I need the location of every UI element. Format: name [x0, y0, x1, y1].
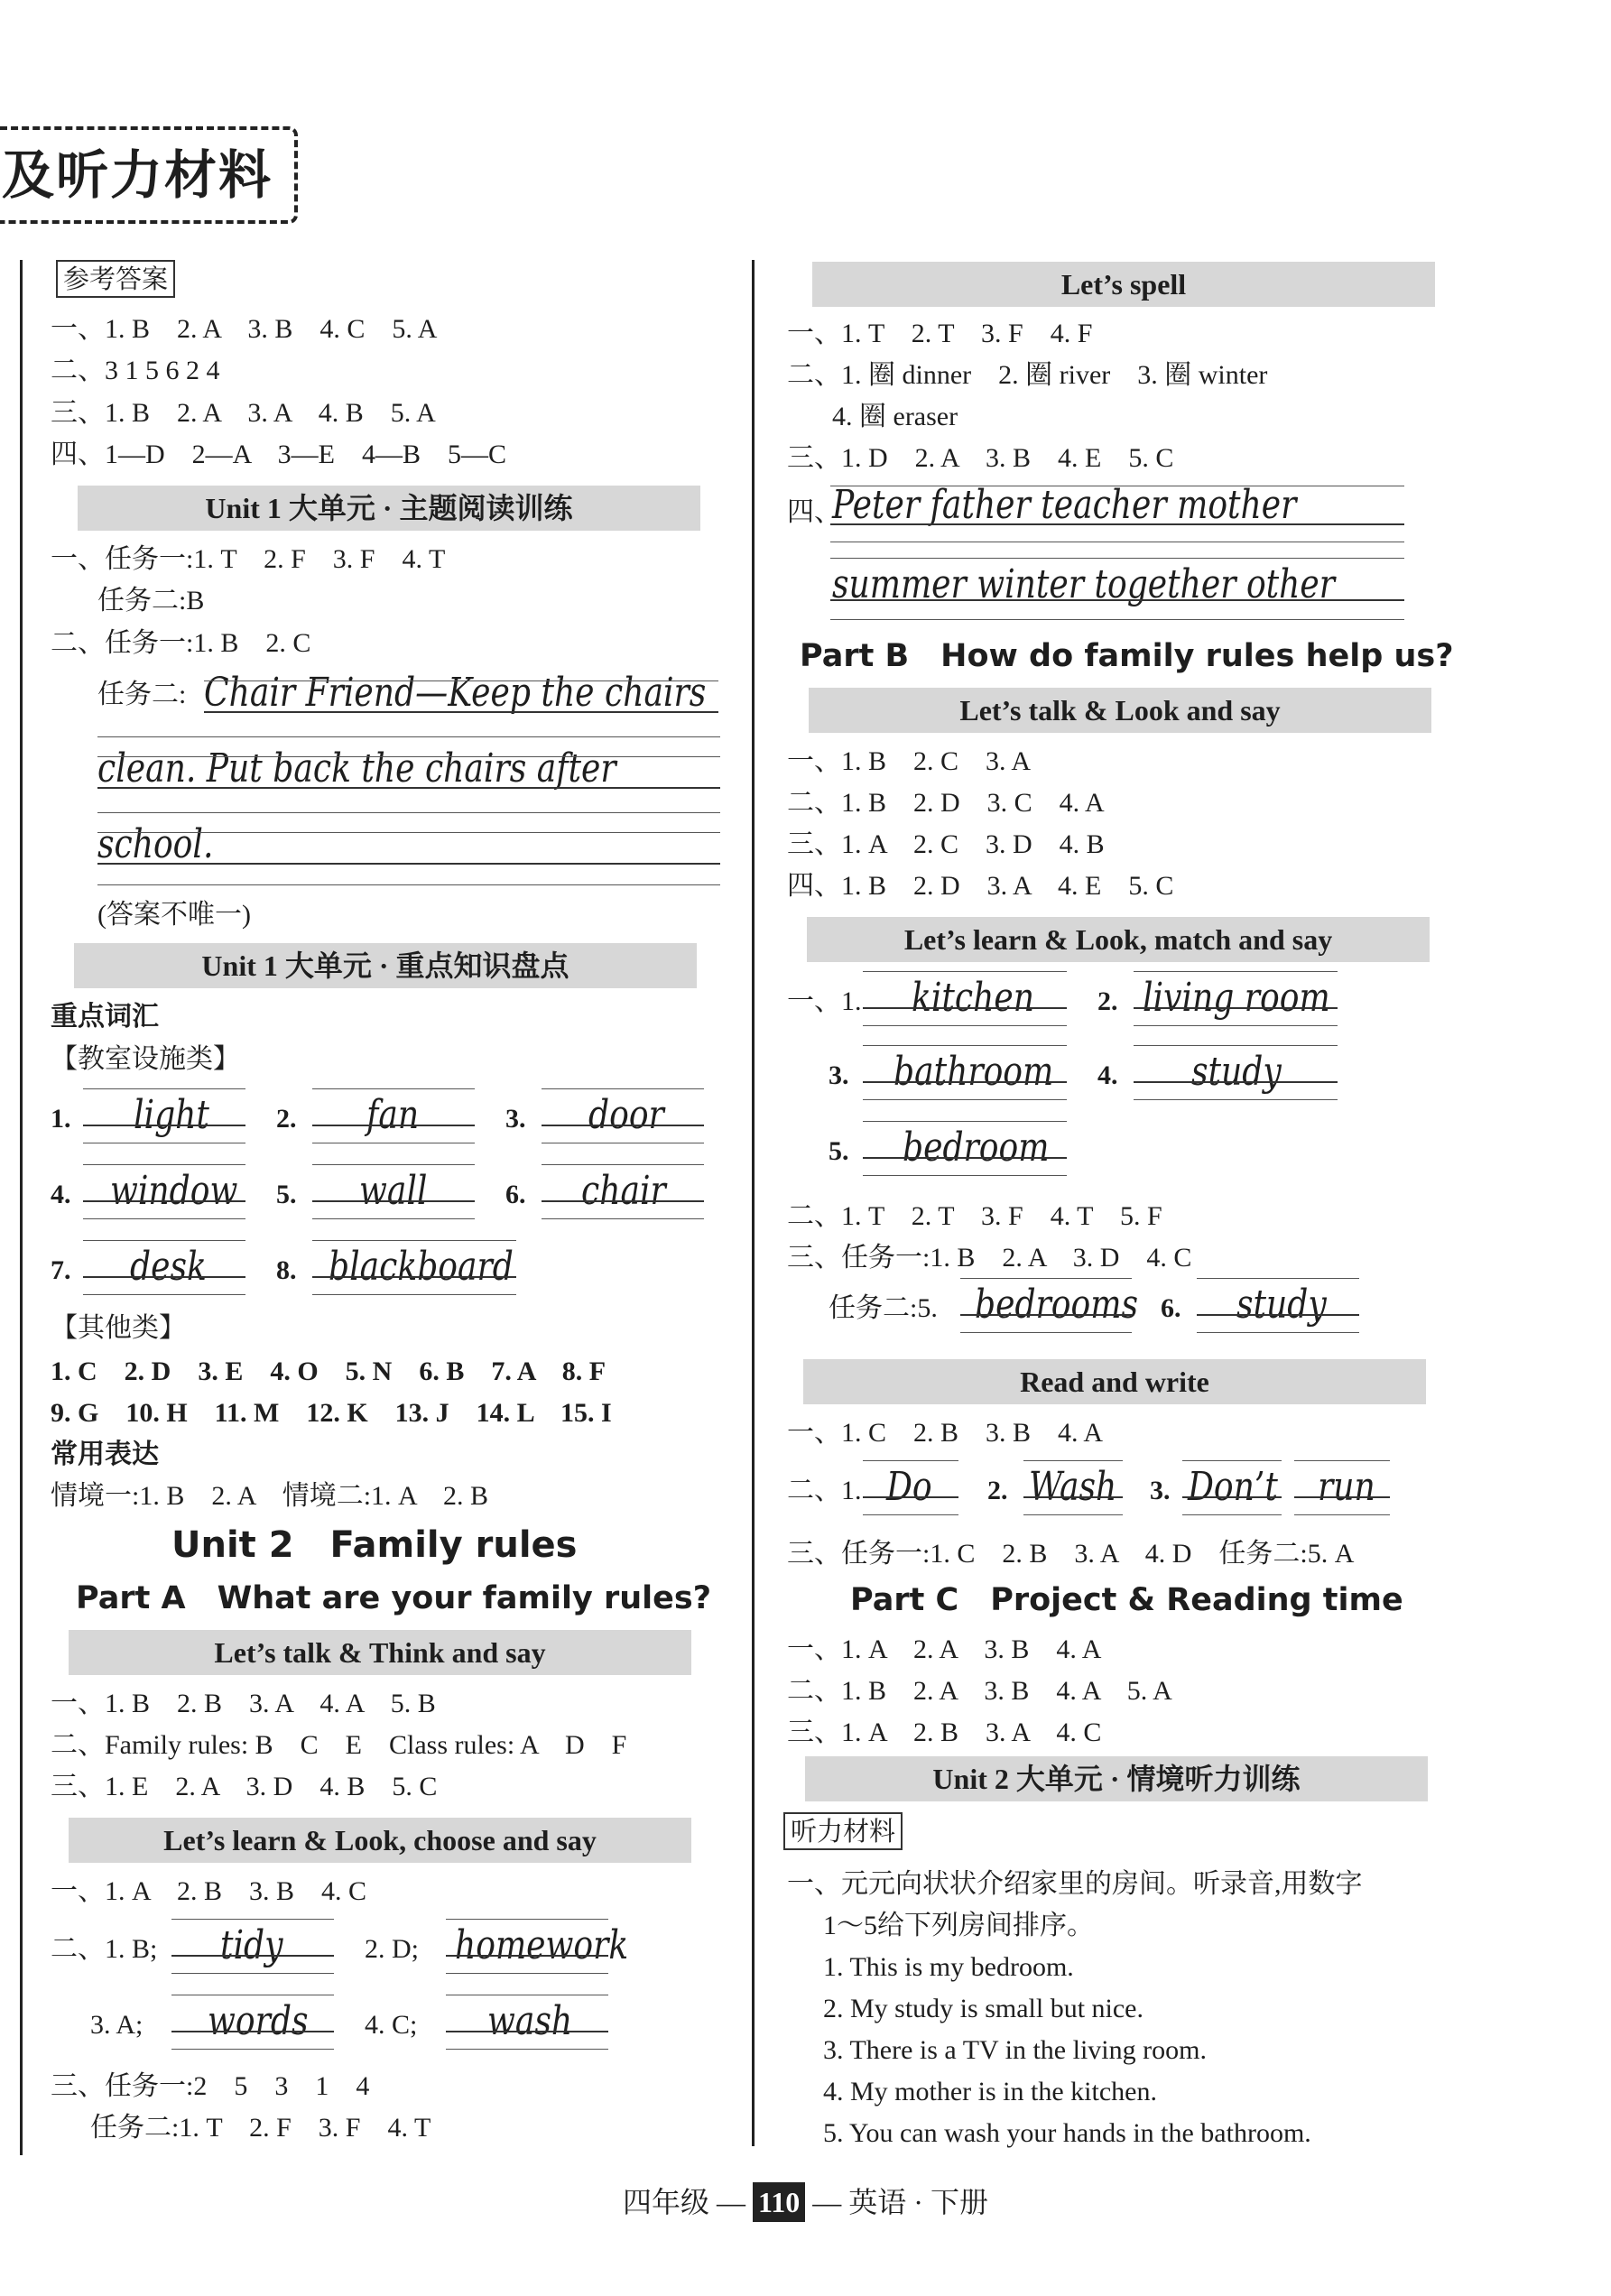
ruled-line	[312, 1294, 516, 1295]
handwritten-answer: Do	[886, 1464, 932, 1510]
ruled-line	[1294, 1514, 1390, 1515]
ruled-line	[83, 1240, 245, 1241]
ruled-line	[542, 1125, 704, 1126]
material-line: 5. You can wash your hands in the bathroom.	[823, 2118, 1311, 2148]
ruled-line	[97, 884, 720, 885]
ruled-line	[97, 832, 720, 833]
answer-line: 二、任务一:1. B 2. C	[51, 628, 311, 658]
material-line: 1～5给下列房间排序。	[823, 1911, 1094, 1940]
handwritten-answer: Wash	[1029, 1464, 1117, 1510]
vocab-number: 2.	[1097, 986, 1118, 1016]
ruled-line	[1023, 1514, 1123, 1515]
handwritten-answer: words	[208, 1998, 309, 2044]
answer-line: 3.	[1150, 1476, 1171, 1505]
ruled-line	[1294, 1460, 1390, 1461]
ruled-line	[542, 1200, 704, 1202]
answer-line: 一、1. B 2. B 3. A 4. A 5. B	[51, 1689, 436, 1718]
ruled-line	[863, 1025, 1067, 1026]
section-band: Unit 2 大单元 · 情境听力训练	[805, 1756, 1428, 1801]
answer-line: 二、1. B;	[51, 1934, 158, 1964]
ruled-line	[863, 1157, 1067, 1159]
answer-line: 一、1. T 2. T 3. F 4. F	[787, 319, 1093, 348]
ruled-line	[830, 523, 1404, 525]
handwritten-answer: homework	[455, 1922, 629, 1968]
handwritten-answer: summer winter together other	[832, 561, 1336, 607]
handwritten-answer: desk	[130, 1244, 207, 1290]
section-band: Unit 1 大单元 · 重点知识盘点	[74, 943, 697, 988]
handwritten-answer: study	[1191, 1049, 1282, 1095]
section-band: Read and write	[803, 1359, 1426, 1404]
listening-label: 听力材料	[783, 1812, 903, 1850]
material-line: 2. My study is small but nice.	[823, 1994, 1143, 2023]
ruled-line	[863, 971, 1067, 972]
category-label: 【其他类】	[51, 1313, 186, 1343]
handwritten-answer: clean. Put back the chairs after	[97, 745, 616, 792]
ruled-line	[960, 1278, 1132, 1279]
answer-line: 任务二:B	[97, 586, 205, 616]
ruled-line	[863, 1007, 1067, 1009]
part-title: Part C Project & Reading time	[850, 1582, 1403, 1618]
answer-line: 四、1—D 2—A 3—E 4—B 5—C	[51, 440, 507, 469]
handwritten-answer: run	[1318, 1464, 1375, 1510]
answer-line: 三、任务一:1. B 2. A 3. D 4. C	[787, 1243, 1192, 1273]
answer-line: 三、任务一:2 5 3 1 4	[51, 2071, 370, 2101]
section-band: Let’s spell	[812, 262, 1435, 307]
ruled-line	[960, 1332, 1132, 1333]
ruled-line	[446, 2031, 608, 2032]
ruled-line	[830, 599, 1404, 601]
left-border	[20, 260, 23, 2155]
answer-line: 三、1. E 2. A 3. D 4. B 5. C	[51, 1772, 438, 1801]
part-title: Part A What are your family rules?	[76, 1580, 712, 1616]
answer-line: 四、	[787, 497, 841, 527]
handwritten-answer: window	[110, 1168, 238, 1214]
vocab-number: 6.	[505, 1180, 526, 1209]
ruled-line	[542, 1218, 704, 1219]
ruled-line	[171, 1919, 334, 1920]
ruled-line	[863, 1175, 1067, 1176]
handwritten-answer: chair	[581, 1168, 666, 1214]
ruled-line	[1197, 1332, 1359, 1333]
ruled-line	[1182, 1460, 1282, 1461]
ruled-line	[1134, 1045, 1338, 1046]
vocab-number: 3.	[829, 1060, 849, 1090]
answer-line: 一、任务一:1. T 2. F 3. F 4. T	[51, 544, 446, 574]
vocab-number: 1.	[51, 1104, 71, 1134]
answer-line: 二、1. T 2. T 3. F 4. T 5. F	[787, 1201, 1162, 1231]
ruled-line	[446, 1955, 608, 1957]
ruled-line	[312, 1218, 475, 1219]
ruled-line	[171, 2031, 334, 2032]
ruled-line	[1182, 1496, 1282, 1498]
answer-line: 二、3 1 5 6 2 4	[51, 356, 220, 385]
ruled-line	[171, 2049, 334, 2050]
ruled-line	[97, 736, 720, 737]
answer-line: 1. C 2. D 3. E 4. O 5. N 6. B 7. A 8. F	[51, 1356, 606, 1386]
answer-line: 情境一:1. B 2. A 情境二:1. A 2. B	[51, 1481, 489, 1511]
handwritten-answer: bathroom	[893, 1049, 1054, 1095]
vocab-number: 5.	[829, 1136, 849, 1166]
ruled-line	[83, 1200, 245, 1202]
category-label: 【教室设施类】	[51, 1044, 240, 1074]
footer-grade: 四年级	[623, 2186, 710, 2218]
handwritten-answer: door	[588, 1092, 664, 1138]
ruled-line	[1023, 1496, 1123, 1498]
ruled-line	[204, 711, 718, 713]
vocab-number: 4.	[51, 1180, 71, 1209]
answer-line: 二、1. B 2. A 3. B 4. A 5. A	[787, 1676, 1172, 1706]
section-title: 及听力材料	[0, 126, 298, 224]
ruled-line	[960, 1314, 1132, 1316]
answer-line: 一、1. B 2. A 3. B 4. C 5. A	[51, 314, 438, 344]
handwritten-answer: study	[1236, 1282, 1327, 1328]
ruled-line	[542, 1088, 704, 1089]
ruled-line	[204, 680, 718, 681]
vocab-number: 7.	[51, 1255, 71, 1285]
ruled-line	[446, 2049, 608, 2050]
ruled-line	[542, 1164, 704, 1165]
ruled-line	[312, 1200, 475, 1202]
ruled-line	[863, 1081, 1067, 1083]
handwritten-answer: Don’t	[1188, 1464, 1278, 1510]
section-band: Let’s talk & Look and say	[809, 688, 1431, 733]
answer-line: 任务二:	[97, 680, 187, 709]
ruled-line	[171, 1955, 334, 1957]
vocab-number: 4.	[1097, 1060, 1118, 1090]
ruled-line	[863, 1099, 1067, 1100]
handwritten-answer: wash	[487, 1998, 573, 2044]
ruled-line	[1197, 1314, 1359, 1316]
answer-line: 三、任务一:1. C 2. B 3. A 4. D 任务二:5. A	[787, 1539, 1355, 1569]
subheading: 常用表达	[51, 1439, 159, 1470]
ruled-line	[97, 787, 720, 789]
ruled-line	[1023, 1460, 1123, 1461]
page-footer	[0, 2182, 1611, 2222]
answer-line: 三、1. D 2. A 3. B 4. E 5. C	[787, 443, 1174, 473]
answer-line: 三、1. B 2. A 3. A 4. B 5. A	[51, 398, 436, 428]
section-band: Let’s talk & Think and say	[69, 1630, 691, 1675]
handwritten-answer: Chair Friend—Keep the chairs	[204, 670, 707, 716]
ruled-line	[863, 1460, 958, 1461]
ruled-line	[1134, 1081, 1338, 1083]
handwritten-answer: Peter father teacher mother	[832, 482, 1297, 528]
ruled-line	[863, 1121, 1067, 1122]
handwritten-answer: kitchen	[912, 975, 1034, 1021]
section-band: Let’s learn & Look, choose and say	[69, 1818, 691, 1863]
ruled-line	[83, 1088, 245, 1089]
answer-line: 三、1. A 2. B 3. A 4. C	[787, 1717, 1102, 1747]
material-line: 4. My mother is in the kitchen.	[823, 2077, 1157, 2106]
ruled-line	[1134, 971, 1338, 972]
column-divider	[752, 260, 755, 2146]
answer-line: 3. A;	[90, 2010, 144, 2040]
answer-line: 一、1. C 2. B 3. B 4. A	[787, 1418, 1104, 1448]
material-line: 一、元元向状状介绍家里的房间。听录音,用数字	[787, 1869, 1363, 1899]
handwritten-answer: fan	[366, 1092, 420, 1138]
answer-line: 9. G 10. H 11. M 12. K 13. J 14. L 15. I	[51, 1398, 612, 1428]
unit-title: Unit 2 Family rules	[171, 1524, 578, 1566]
answer-line: 一、1. A 2. B 3. B 4. C	[51, 1876, 367, 1906]
ruled-line	[1134, 1025, 1338, 1026]
material-line: 1. This is my bedroom.	[823, 1952, 1074, 1982]
ruled-line	[863, 1496, 958, 1498]
note: (答案不唯一)	[97, 900, 251, 930]
footer-subject: 英语 · 下册	[848, 2186, 988, 2218]
ruled-line	[446, 1919, 608, 1920]
answer-line: 三、1. A 2. C 3. D 4. B	[787, 829, 1105, 859]
ruled-line	[1134, 1007, 1338, 1009]
handwritten-answer: living room	[1143, 975, 1330, 1021]
ruled-line	[863, 1045, 1067, 1046]
ruled-line	[312, 1088, 475, 1089]
answer-line: 2.	[987, 1476, 1008, 1505]
section-band: Unit 1 大单元 · 主题阅读训练	[78, 486, 700, 531]
footer-dash: —	[812, 2186, 849, 2218]
ruled-line	[830, 619, 1404, 620]
answer-line: 2. D;	[365, 1934, 419, 1964]
ruled-line	[97, 756, 720, 757]
answer-line: 任务二:5.	[829, 1293, 938, 1323]
answer-line: 二、1. 圈 dinner 2. 圈 river 3. 圈 winter	[787, 360, 1268, 390]
answer-line: 二、1. B 2. D 3. C 4. A	[787, 788, 1105, 818]
ruled-line	[312, 1240, 516, 1241]
ruled-line	[83, 1125, 245, 1126]
answer-line: 一、1. A 2. A 3. B 4. A	[787, 1634, 1102, 1664]
ruled-line	[83, 1164, 245, 1165]
answer-line: 4. C;	[365, 2010, 418, 2040]
ruled-line	[312, 1276, 516, 1278]
ruled-line	[312, 1125, 475, 1126]
handwritten-answer: wall	[359, 1168, 428, 1214]
ruled-line	[97, 863, 720, 865]
part-title: Part B How do family rules help us?	[800, 638, 1454, 674]
ruled-line	[97, 812, 720, 813]
vocab-number: 2.	[276, 1104, 297, 1134]
ruled-line	[863, 1514, 958, 1515]
vocab-number: 3.	[505, 1104, 526, 1134]
handwritten-answer: light	[134, 1092, 209, 1138]
vocab-number: 一、1.	[787, 986, 862, 1016]
vocab-number: 5.	[276, 1180, 297, 1209]
answer-line: 任务二:1. T 2. F 3. F 4. T	[90, 2113, 431, 2143]
ruled-line	[83, 1294, 245, 1295]
handwritten-answer: tidy	[220, 1922, 283, 1968]
ruled-line	[83, 1218, 245, 1219]
ruled-line	[1294, 1496, 1390, 1498]
footer-dash: —	[717, 2186, 754, 2218]
answer-line: 二、1.	[787, 1476, 862, 1505]
section-band: Let’s learn & Look, match and say	[807, 917, 1430, 962]
ruled-line	[83, 1276, 245, 1278]
ruled-line	[1197, 1278, 1359, 1279]
handwritten-answer: bedrooms	[975, 1282, 1138, 1328]
subheading: 重点词汇	[51, 1001, 159, 1032]
ruled-line	[171, 1973, 334, 1974]
ruled-line	[312, 1164, 475, 1165]
answer-line: 6.	[1161, 1293, 1181, 1323]
ruled-line	[1134, 1099, 1338, 1100]
ruled-line	[446, 1973, 608, 1974]
material-line: 3. There is a TV in the living room.	[823, 2035, 1207, 2065]
answer-line: 一、1. B 2. C 3. A	[787, 746, 1032, 776]
handwritten-answer: bedroom	[903, 1125, 1050, 1171]
answer-line: 4. 圈 eraser	[832, 402, 958, 431]
answer-line: 二、Family rules: B C E Class rules: A D F	[51, 1730, 627, 1760]
answers-label: 参考答案	[56, 260, 175, 298]
vocab-number: 8.	[276, 1255, 297, 1285]
answer-line: 四、1. B 2. D 3. A 4. E 5. C	[787, 871, 1174, 901]
handwritten-answer: school.	[97, 821, 214, 867]
handwritten-answer: blackboard	[329, 1244, 514, 1290]
page-number: 110	[753, 2182, 805, 2222]
ruled-line	[1182, 1514, 1282, 1515]
